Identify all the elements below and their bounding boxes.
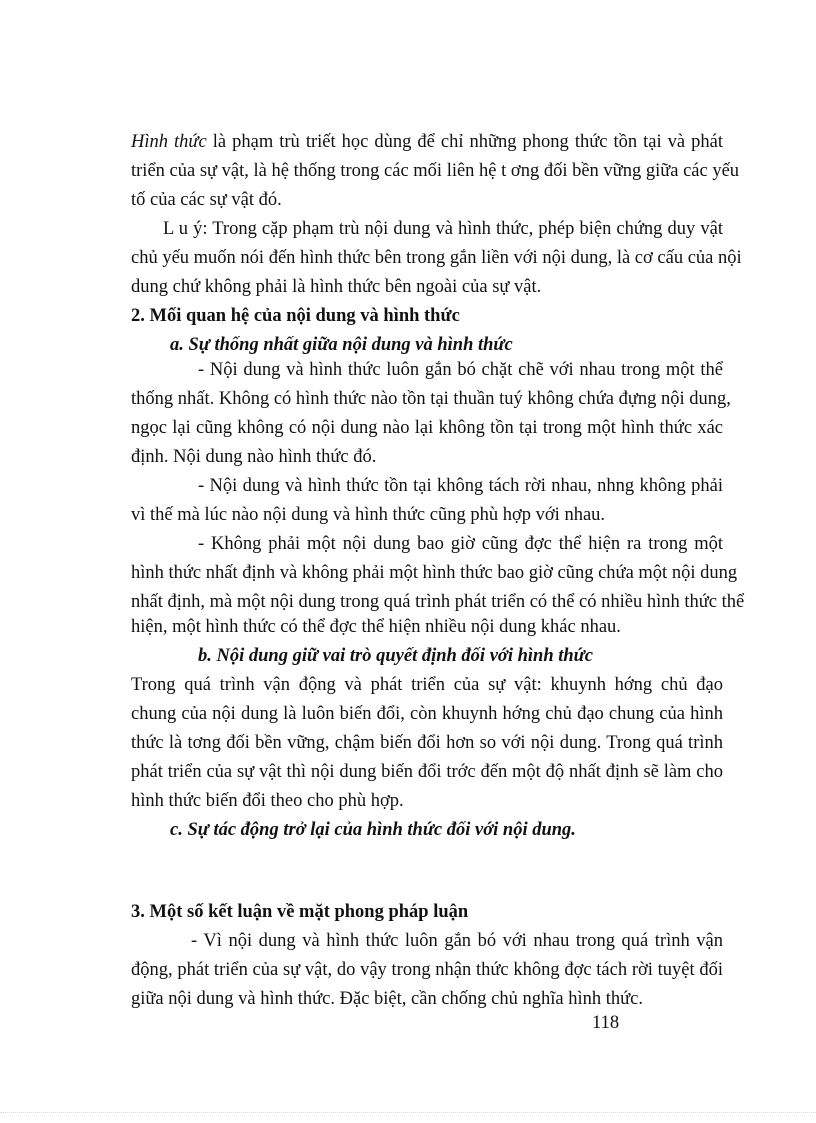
paragraph-line: thức là tơng đối bền vững, chậm biến đổi hơn so với nội dung. Trong quá trình — [131, 733, 723, 753]
subsection-heading: b. Nội dung giữ vai trò quyết định đối với hình thức — [198, 646, 593, 666]
page-edge-divider — [0, 1112, 816, 1113]
paragraph-line: - Vì nội dung và hình thức luôn gắn bó với nhau trong quá trình vận — [191, 931, 723, 951]
paragraph-line: hình thức biến đổi theo cho phù hợp. — [131, 791, 404, 811]
paragraph-line: tố của các sự vật đó. — [131, 190, 282, 210]
paragraph-line: - Nội dung và hình thức luôn gắn bó chặt chẽ với nhau trong một thể — [198, 360, 723, 380]
paragraph-line: giữa nội dung và hình thức. Đặc biệt, cần chống chủ nghĩa hình thức. — [131, 989, 643, 1009]
paragraph-line: chủ yếu muốn nói đến hình thức bên trong gắn liền với nội dung, là cơ cấu của nội — [131, 248, 742, 268]
paragraph-line: triển của sự vật, là hệ thống trong các mối liên hệ t ơng đối bền vững giữa các yếu — [131, 161, 740, 181]
paragraph-line: định. Nội dung nào hình thức đó. — [131, 447, 377, 467]
paragraph-line: - Không phải một nội dung bao giờ cũng đợc thể hiện ra trong một — [198, 534, 723, 554]
paragraph-line: ngọc lại cũng không có nội dung nào lại không tồn tại trong một hình thức xác — [131, 418, 723, 438]
paragraph-line: - Nội dung và hình thức tồn tại không tách rời nhau, nhng không phải — [198, 476, 723, 496]
paragraph-line: phát triển của sự vật thì nội dung biến đổi trớc đến một độ nhất định sẽ làm cho — [131, 762, 723, 782]
term-italic: Hình thức — [131, 132, 207, 152]
paragraph-line: L u ý: Trong cặp phạm trù nội dung và hình thức, phép biện chứng duy vật — [163, 219, 723, 239]
paragraph-line: dung chứ không phải là hình thức bên ngoài của sự vật. — [131, 277, 542, 297]
paragraph-line: hình thức nhất định và không phải một hình thức bao giờ cũng chứa một nội dung — [131, 563, 738, 583]
paragraph-line: thống nhất. Không có hình thức nào tồn tại thuần tuý không chứa đựng nội dung, — [131, 389, 731, 409]
subsection-heading: a. Sự thống nhất giữa nội dung và hình thức — [170, 335, 513, 355]
paragraph-line: chung của nội dung là luôn biến đổi, còn khuynh hớng chủ đạo chung của hình — [131, 704, 723, 724]
paragraph-line: vì thế mà lúc nào nội dung và hình thức cũng phù hợp với nhau. — [131, 505, 606, 525]
page-number: 118 — [592, 1013, 620, 1033]
paragraph-line — [131, 131, 723, 153]
paragraph-line: Trong quá trình vận động và phát triển của sự vật: khuynh hớng chủ đạo — [131, 675, 723, 695]
paragraph-line: động, phát triển của sự vật, do vậy trong nhận thức không đợc tách rời tuyệt đối — [131, 960, 723, 980]
paragraph-text: là phạm trù triết học dùng để chỉ những phong thức tồn tại và phát — [206, 132, 723, 152]
section-heading: 3. Một số kết luận về mặt phong pháp luận — [131, 902, 469, 922]
paragraph-line: nhất định, mà một nội dung trong quá trình phát triển có thể có nhiều hình thức thể — [131, 592, 745, 612]
subsection-heading: c. Sự tác động trở lại của hình thức đối với nội dung. — [170, 820, 576, 840]
section-heading: 2. Mối quan hệ của nội dung và hình thức — [131, 306, 460, 326]
paragraph-line: hiện, một hình thức có thể đợc thể hiện nhiều nội dung khác nhau. — [131, 617, 621, 637]
